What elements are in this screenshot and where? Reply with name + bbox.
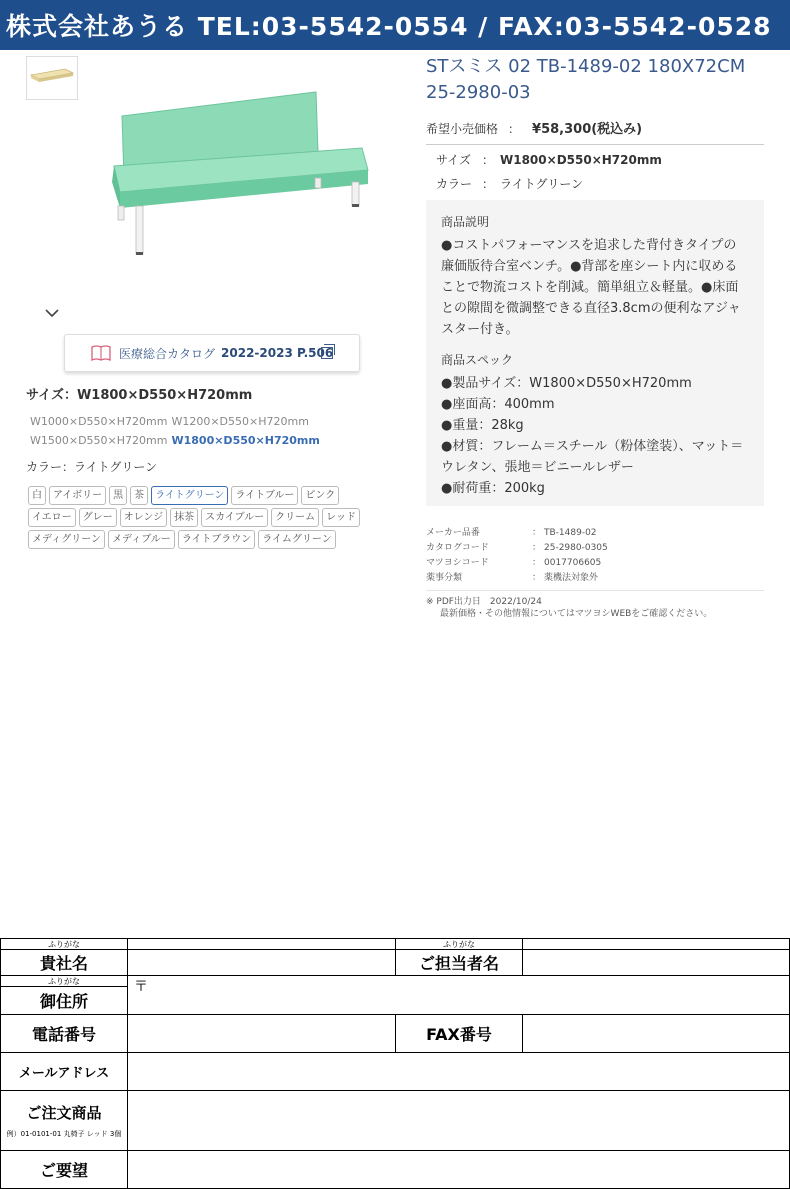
attr-key: カラー	[436, 177, 473, 191]
spec-line: ●製品サイズ：W1800×D550×H720mm	[441, 376, 692, 391]
pdf-note	[426, 596, 712, 620]
attr-size-row	[436, 151, 662, 168]
email-field[interactable]	[127, 1052, 790, 1091]
furigana-label: ふりがな	[0, 975, 128, 987]
order-form	[0, 938, 790, 1189]
size-option[interactable]: W1000×D550×H720mm	[30, 415, 168, 428]
size-options	[30, 412, 330, 450]
meta-value: 0017706605	[544, 558, 602, 568]
spec-line: ●重量：28kg	[441, 418, 524, 433]
fax-field[interactable]	[522, 1014, 790, 1053]
meta-key: カタログコード	[426, 543, 489, 553]
color-option[interactable]: ライトブルー	[231, 486, 298, 505]
meta-row	[426, 571, 608, 586]
color-option[interactable]: 白	[28, 486, 46, 505]
color-select-title: カラー：ライトグリーン	[26, 460, 158, 474]
color-option[interactable]: メディグリーン	[28, 530, 105, 549]
color-option[interactable]: グレー	[79, 508, 117, 527]
catalog-label: 医療総合カタログ	[119, 346, 216, 361]
product-thumbnail[interactable]	[26, 56, 78, 100]
attr-value: W1800×D550×H720mm	[500, 153, 662, 167]
postal-mark: 〒	[134, 979, 148, 995]
size-option[interactable]: W1200×D550×H720mm	[171, 415, 309, 428]
color-option[interactable]: ライトブラウン	[178, 530, 255, 549]
price-row	[426, 118, 642, 137]
phone-field[interactable]	[127, 1014, 396, 1053]
furigana-label: ふりがな	[0, 938, 128, 950]
order-field[interactable]	[127, 1090, 790, 1151]
color-options	[28, 486, 388, 549]
meta-row	[426, 556, 608, 571]
product-title: STスミス 02 TB-1489-02 180X72CM 25-2980-03	[426, 56, 746, 103]
company-field[interactable]	[127, 949, 396, 976]
meta-key: マツヨシコード	[426, 558, 489, 568]
color-option[interactable]: ライトグリーン	[151, 486, 228, 505]
description-title: 商品説明	[441, 215, 490, 229]
description-box	[426, 200, 764, 506]
attr-color-row	[436, 175, 583, 192]
company-label: 貴社名	[0, 949, 128, 976]
color-option[interactable]: スカイブルー	[201, 508, 268, 527]
meta-table	[426, 526, 608, 586]
address-label: 御住所	[0, 986, 128, 1015]
color-option[interactable]: 抹茶	[170, 508, 198, 527]
meta-value: TB-1489-02	[544, 528, 597, 538]
attr-colon: ：	[482, 177, 495, 191]
divider	[426, 590, 764, 591]
spec-line: ●座面高：400mm	[441, 397, 555, 412]
color-option[interactable]: ライムグリーン	[258, 530, 336, 549]
book-icon	[91, 344, 111, 362]
attr-key: サイズ	[436, 153, 472, 167]
meta-colon: ：	[532, 528, 542, 538]
order-label: ご注文商品	[26, 1104, 102, 1122]
meta-colon: ：	[532, 543, 542, 553]
catalog-page: 2022-2023 P.506	[221, 346, 334, 360]
attr-colon: ：	[482, 153, 495, 167]
phone-label: 電話番号	[0, 1014, 128, 1053]
email-label: メールアドレス	[0, 1052, 128, 1091]
meta-colon: ：	[532, 558, 542, 568]
copy-icon[interactable]	[321, 347, 333, 359]
color-option[interactable]: イエロー	[28, 508, 76, 527]
pdf-note-text: 最新価格・その他情報についてはマツヨシWEBをご確認ください。	[440, 609, 713, 619]
meta-value: 薬機法対象外	[544, 573, 599, 583]
price-colon: ：	[508, 122, 521, 136]
size-select-title: サイズ：W1800×D550×H720mm	[26, 388, 253, 403]
header-text: 株式会社あうる TEL:03-5542-0554 / FAX:03-5542-0528	[6, 12, 772, 41]
meta-row	[426, 541, 608, 556]
size-option[interactable]: W1800×D550×H720mm	[171, 434, 320, 447]
spec-title: 商品スペック	[441, 353, 514, 367]
fax-label: FAX番号	[395, 1014, 523, 1053]
color-option[interactable]: ピンク	[301, 486, 339, 505]
color-option[interactable]: クリーム	[271, 508, 319, 527]
size-option[interactable]: W1500×D550×H720mm	[30, 434, 168, 447]
price-label: 希望小売価格	[426, 122, 499, 136]
color-option[interactable]: メディブルー	[108, 530, 175, 549]
catalog-link[interactable]	[64, 334, 360, 372]
person-field[interactable]	[522, 949, 790, 976]
color-option[interactable]: 黒	[109, 486, 127, 505]
request-field[interactable]	[127, 1150, 790, 1189]
meta-value: 25-2980-0305	[544, 543, 608, 553]
request-label: ご要望	[0, 1150, 128, 1189]
color-option[interactable]: レッド	[322, 508, 360, 527]
furigana-label: ふりがな	[395, 938, 523, 950]
order-label-cell	[0, 1090, 128, 1151]
meta-key: メーカー品番	[426, 528, 480, 538]
color-option[interactable]: オレンジ	[120, 508, 168, 527]
meta-key: 薬事分類	[426, 573, 463, 583]
order-example: 例）01-0101-01 丸椅子 レッド 3個	[6, 1130, 122, 1138]
color-option[interactable]: アイボリー	[49, 486, 106, 505]
price-value: ¥58,300(税込み)	[532, 122, 643, 137]
divider	[426, 144, 764, 145]
meta-colon: ：	[532, 573, 542, 583]
chevron-down-icon[interactable]	[44, 305, 60, 321]
spec-line: ●耐荷重：200kg	[441, 481, 545, 496]
meta-row	[426, 526, 608, 541]
header-bar	[0, 0, 790, 50]
pdf-date: ※ PDF出力日 2022/10/24	[426, 597, 542, 607]
color-option[interactable]: 茶	[130, 486, 148, 505]
description-text: ●コストパフォーマンスを追求した背付きタイプの廉価版待合室ベンチ。●背部を座シート内に収めることで物流コストを削減。簡単組立＆軽量。●床面との隙間を微調整できる直径3.8cmの便利なアジャスター付き。	[441, 238, 741, 337]
spec-line: ●材質：フレーム＝スチール（粉体塗装）、マット＝ウレタン、張地＝ビニールレザー	[441, 439, 744, 475]
person-label: ご担当者名	[395, 949, 523, 976]
address-field[interactable]	[127, 975, 790, 1015]
bench-image	[98, 78, 388, 268]
attr-value: ライトグリーン	[500, 177, 584, 191]
